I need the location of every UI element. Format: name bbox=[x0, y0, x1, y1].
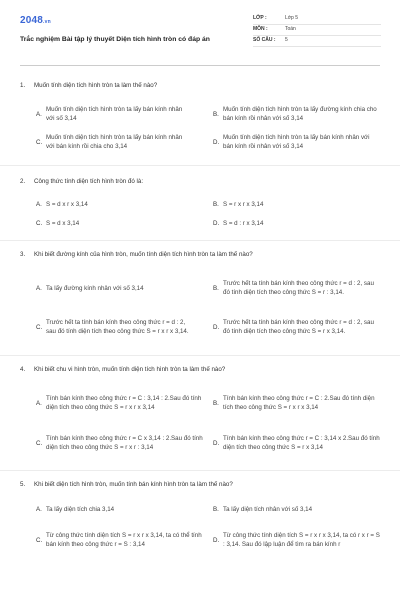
option-text: Tính bán kính theo công thức r = C : 2.Sau đó tính diện tích theo công thức S = r x r x 3,14 bbox=[223, 395, 375, 411]
option-a[interactable] bbox=[36, 384, 203, 424]
option-letter: B. bbox=[213, 505, 219, 513]
question-number: 4. bbox=[20, 366, 26, 373]
question-head bbox=[20, 82, 380, 96]
option-letter: C. bbox=[36, 138, 43, 146]
option-text: Trước hết ta tính bán kính theo công thức r = d : 2, sau đó tính diện tích theo công thức S = r : 3,14. bbox=[223, 280, 374, 296]
option-text: Từ công thức tính diện tích S = r x r x 3,14, ta có thể tính bán kính theo công thức r = S : 3,14 bbox=[46, 532, 202, 548]
question-list bbox=[0, 70, 400, 561]
option-b[interactable] bbox=[213, 101, 380, 129]
option-b[interactable] bbox=[213, 499, 380, 521]
question-text: Khi biết chu vi hình tròn, muốn tính diện tích hình tròn ta làm thế nào? bbox=[34, 366, 226, 373]
option-letter: B. bbox=[213, 201, 219, 208]
option-letter: C. bbox=[36, 220, 43, 227]
option-d[interactable] bbox=[213, 424, 380, 464]
options-grid bbox=[20, 384, 380, 464]
question-text: Khi biết diện tích hình tròn, muốn tính bán kính hình tròn ta làm thế nào? bbox=[34, 481, 233, 488]
option-text: Ta lấy đường kính nhân với số 3,14 bbox=[46, 284, 144, 292]
option-d[interactable] bbox=[213, 521, 380, 561]
option-text: Ta lấy diện tích nhân với số 3,14 bbox=[223, 505, 313, 513]
question-head bbox=[20, 251, 380, 265]
option-letter: B. bbox=[213, 399, 219, 407]
option-letter: D. bbox=[213, 138, 220, 146]
meta-row-class bbox=[253, 14, 381, 25]
question-text: Khi biết đường kính của hình tròn, muốn tính diện tích hình tròn ta làm thế nào? bbox=[34, 251, 253, 258]
option-letter: C. bbox=[36, 439, 43, 447]
header-divider bbox=[20, 65, 380, 66]
meta-key: LỚP : bbox=[253, 15, 267, 22]
option-a[interactable] bbox=[36, 499, 203, 521]
option-c[interactable] bbox=[36, 129, 203, 157]
question-3 bbox=[20, 241, 380, 356]
question-1 bbox=[20, 70, 380, 166]
option-text: Muốn tính diện tích hình tròn ta lấy đường kính chia cho bán kính rồi nhân với số 3,14 bbox=[223, 106, 377, 122]
document-title: Trắc nghiệm Bài tập lý thuyết Diện tích hình tròn có đáp án bbox=[20, 35, 210, 43]
option-letter: C. bbox=[36, 323, 43, 331]
option-a[interactable] bbox=[36, 101, 203, 129]
options-grid bbox=[20, 196, 380, 234]
option-a[interactable] bbox=[36, 196, 203, 215]
option-letter: D. bbox=[213, 439, 220, 447]
logo-tld: .vn bbox=[43, 19, 51, 25]
option-text: Tính bán kính theo công thức r = C x 3,14 : 2.Sau đó tính diện tích theo công thức S = r x r : 3,14 bbox=[46, 435, 203, 451]
option-c[interactable] bbox=[36, 215, 203, 234]
option-text: S = d x r x 3,14 bbox=[46, 201, 88, 208]
option-b[interactable] bbox=[213, 269, 380, 309]
option-letter: A. bbox=[36, 399, 42, 407]
option-d[interactable] bbox=[213, 309, 380, 347]
option-c[interactable] bbox=[36, 521, 203, 561]
option-text: Trước hết ta tính bán kính theo công thức r = d : 2, sau đó tính diện tích theo công thức S = r x 3,14. bbox=[223, 319, 374, 335]
option-text: S = d : r x 3,14 bbox=[223, 220, 264, 227]
meta-key: SỐ CÂU : bbox=[253, 37, 276, 44]
question-head bbox=[20, 481, 380, 495]
meta-value: Toán bbox=[285, 26, 296, 33]
option-letter: D. bbox=[213, 323, 220, 331]
meta-key: MÔN : bbox=[253, 26, 268, 33]
question-head bbox=[20, 178, 380, 192]
option-text: Từ công thức tính diện tích S = r x r x 3,14, ta có r x r = S : 3,14. Sau đó lập luận để tìm ra bán kính r bbox=[223, 532, 380, 548]
option-letter: B. bbox=[213, 110, 219, 118]
option-b[interactable] bbox=[213, 384, 380, 424]
option-letter: D. bbox=[213, 220, 220, 227]
question-5 bbox=[20, 471, 380, 561]
question-head bbox=[20, 366, 380, 380]
question-2 bbox=[20, 166, 380, 241]
option-text: S = d x 3,14 bbox=[46, 220, 80, 227]
option-letter: C. bbox=[36, 536, 43, 544]
question-number: 5. bbox=[20, 481, 26, 488]
question-number: 3. bbox=[20, 251, 26, 258]
option-text: Muốn tính diện tích hình tròn ta lấy bán kính nhân với bán kính rồi chia cho 3,14 bbox=[46, 134, 183, 150]
page-header bbox=[0, 0, 400, 70]
option-letter: A. bbox=[36, 201, 42, 208]
question-number: 2. bbox=[20, 178, 26, 185]
option-a[interactable] bbox=[36, 269, 203, 309]
option-d[interactable] bbox=[213, 129, 380, 157]
option-letter: A. bbox=[36, 505, 42, 513]
option-text: Trước hết ta tính bán kính theo công thức r = d : 2, sau đó tính diện tích theo công thức S = r x r x 3,14. bbox=[46, 319, 189, 335]
question-text: Công thức tính diện tích hình tròn đó là: bbox=[34, 178, 144, 185]
option-letter: A. bbox=[36, 284, 42, 292]
meta-row-subject bbox=[253, 25, 381, 36]
option-c[interactable] bbox=[36, 424, 203, 464]
options-grid bbox=[20, 101, 380, 157]
options-grid bbox=[20, 269, 380, 347]
option-b[interactable] bbox=[213, 196, 380, 215]
question-4 bbox=[20, 356, 380, 471]
options-grid bbox=[20, 499, 380, 561]
option-text: Muốn tính diện tích hình tròn ta lấy bán kính nhân với số 3,14 bbox=[46, 106, 183, 122]
option-letter: B. bbox=[213, 284, 219, 292]
option-letter: A. bbox=[36, 110, 42, 118]
option-c[interactable] bbox=[36, 309, 203, 347]
option-text: S = r x r x 3,14 bbox=[223, 201, 264, 208]
option-text: Ta lấy diện tích chia 3,14 bbox=[46, 505, 115, 513]
option-text: Tính bán kính theo công thức r = C : 3,14 : 2.Sau đó tính diện tích theo công thức S = r x r x 3,14 bbox=[46, 395, 202, 411]
meta-value: 5 bbox=[285, 37, 288, 44]
meta-table bbox=[253, 14, 381, 47]
question-text: Muốn tính diện tích hình tròn ta làm thế nào? bbox=[34, 82, 158, 89]
question-number: 1. bbox=[20, 82, 26, 89]
option-letter: D. bbox=[213, 536, 220, 544]
option-d[interactable] bbox=[213, 215, 380, 234]
meta-row-count bbox=[253, 36, 381, 47]
option-text: Muốn tính diện tích hình tròn ta lấy bán kính nhân với bán kính rồi nhân với số 3,14 bbox=[223, 134, 370, 150]
option-text: Tính bán kính theo công thức r = C : 3,14 x 2.Sau đó tính diện tích theo công thức S = r x 3,14 bbox=[223, 435, 380, 451]
meta-value: Lớp 5 bbox=[285, 15, 299, 22]
logo-main: 2048 bbox=[20, 15, 44, 26]
